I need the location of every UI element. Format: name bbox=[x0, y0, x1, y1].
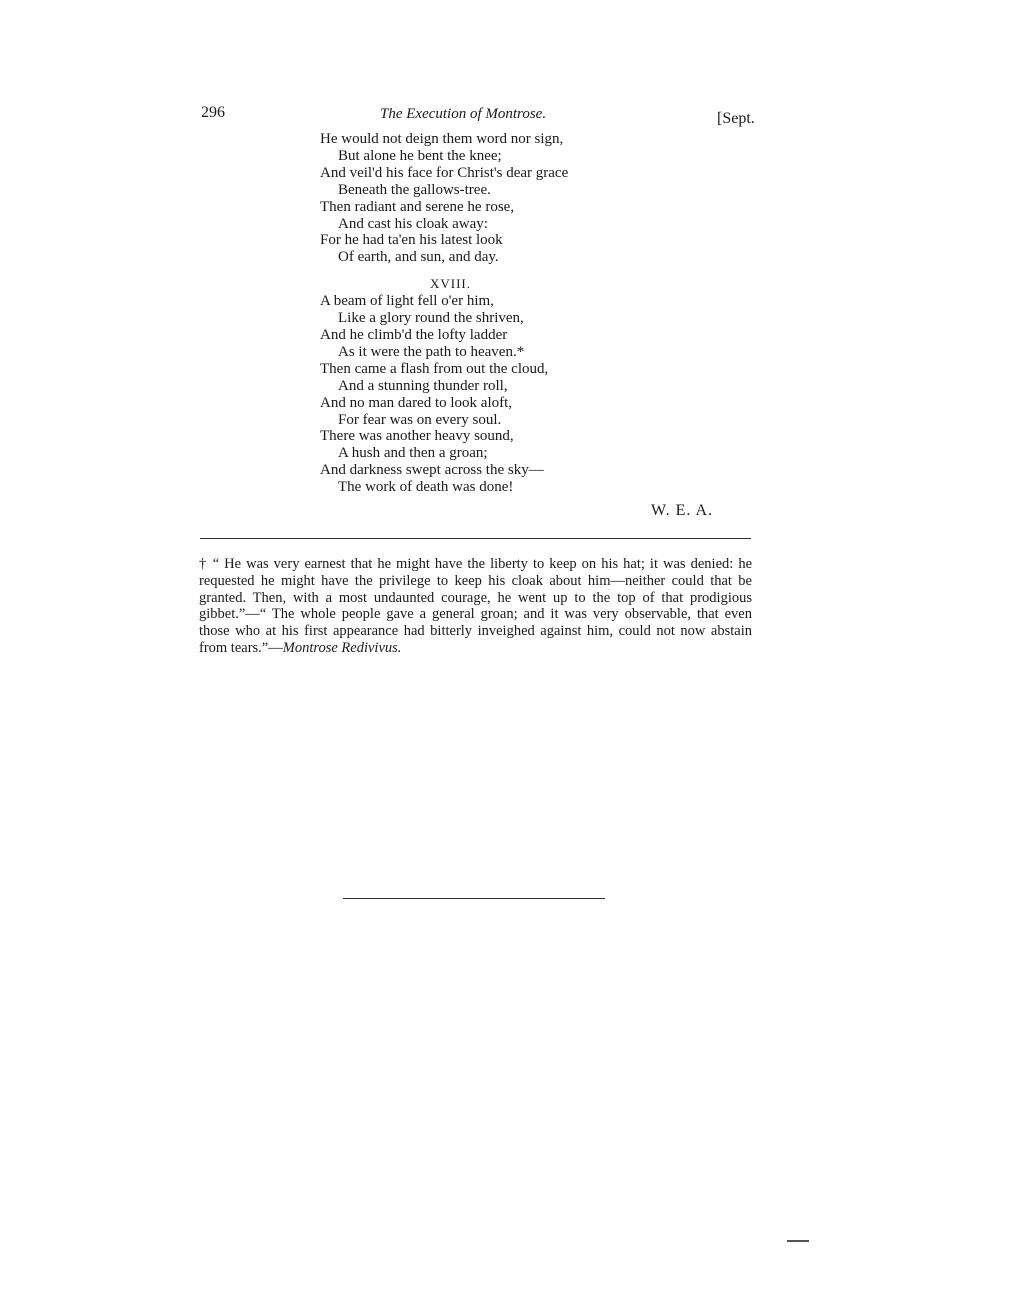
poem-verse bbox=[320, 131, 720, 496]
verse-line: Beneath the gallows-tree. bbox=[338, 181, 491, 198]
verse-line: And cast his cloak away: bbox=[338, 215, 488, 232]
verse-line: Then radiant and serene he rose, bbox=[320, 198, 515, 215]
verse-line: Of earth, and sun, and day. bbox=[338, 249, 499, 266]
stanza-number: XVIII. bbox=[430, 276, 472, 292]
verse-line: Like a glory round the shriven, bbox=[338, 310, 524, 327]
running-month: [Sept. bbox=[717, 110, 755, 127]
verse-line: A hush and then a groan; bbox=[338, 445, 488, 462]
footnote-text: † “ He was very earnest that he might have the liberty to keep on his hat; it was denied: he requested he might have the privilege to keep his cloak about him—neither could that be granted. Then, with a most undaunted courage, he went up to the top of that prodigious gibbet.”—“ The whole people gave a general groan; and it was very observable, that even those who at his first appearance had bitterly inveighed against him, could not now abstain from tears.”— bbox=[199, 556, 752, 656]
verse-line: For fear was on every soul. bbox=[338, 411, 502, 428]
running-title: The Execution of Montrose. bbox=[380, 106, 547, 122]
verse-line: A beam of light fell o'er him, bbox=[320, 293, 494, 310]
verse-line: Then came a flash from out the cloud, bbox=[320, 360, 549, 377]
verse-line: But alone he bent the knee; bbox=[338, 147, 502, 164]
verse-line: And veil'd his face for Christ's dear grace bbox=[320, 164, 569, 181]
footnote bbox=[199, 556, 752, 657]
verse-line: The work of death was done! bbox=[338, 479, 514, 496]
verse-line: There was another heavy sound, bbox=[320, 428, 514, 445]
page-number: 296 bbox=[201, 104, 225, 121]
verse-line: And he climb'd the lofty ladder bbox=[320, 326, 508, 343]
verse-line: As it were the path to heaven.* bbox=[338, 343, 525, 360]
verse-line: He would not deign them word nor sign, bbox=[320, 131, 564, 147]
page-mark bbox=[787, 1240, 809, 1242]
footnote-source: Montrose Redivivus. bbox=[282, 639, 402, 656]
stanza-b bbox=[320, 293, 720, 496]
end-rule bbox=[343, 898, 605, 899]
signature: W. E. A. bbox=[651, 502, 714, 519]
stanza-a bbox=[320, 131, 720, 266]
verse-line: For he had ta'en his latest look bbox=[320, 232, 503, 249]
verse-line: And darkness swept across the sky— bbox=[320, 462, 544, 479]
verse-line: And no man dared to look aloft, bbox=[320, 394, 513, 411]
footnote-divider bbox=[200, 538, 751, 539]
verse-line: And a stunning thunder roll, bbox=[338, 377, 508, 394]
